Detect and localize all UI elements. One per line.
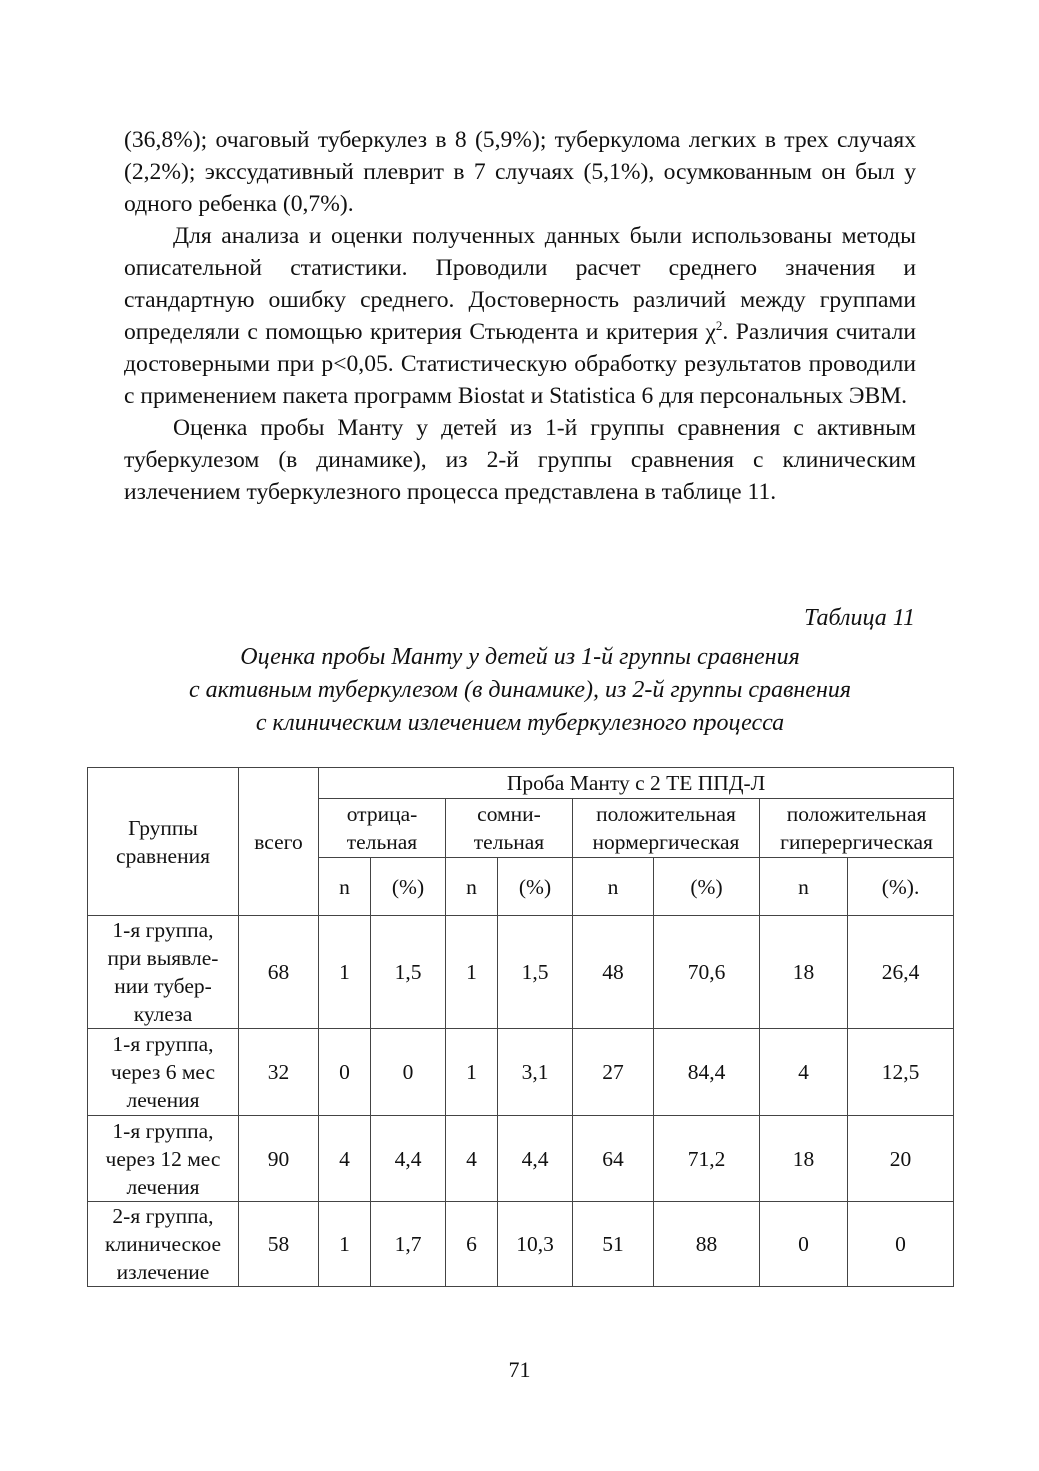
subheader-cell: n: [760, 858, 848, 916]
header-total: всего: [239, 768, 319, 916]
header-category-doubtful: сомни-тельная: [446, 799, 573, 858]
chi-square-superscript: 2: [715, 318, 723, 333]
body-text: [124, 124, 916, 508]
table-row: [88, 1116, 954, 1202]
table-cell: 90: [239, 1116, 319, 1202]
table-cell: 1: [446, 916, 498, 1029]
header-category-negative: отрица-тельная: [319, 799, 446, 858]
table-cell: 64: [573, 1116, 654, 1202]
subheader-cell: (%).: [848, 858, 954, 916]
table-title-line: Оценка пробы Манту у детей из 1-й группы сравнения: [240, 644, 800, 670]
table-row: [88, 1029, 954, 1116]
paragraph-2: [124, 220, 916, 412]
table-cell: 58: [239, 1202, 319, 1287]
table-cell: 32: [239, 1029, 319, 1116]
table-cell: 3,1: [498, 1029, 573, 1116]
table-cell: 6: [446, 1202, 498, 1287]
header-test: Проба Манту с 2 ТЕ ППД-Л: [319, 768, 954, 799]
subheader-cell: (%): [654, 858, 760, 916]
header-category-normergic: положительная нормергическая: [573, 799, 760, 858]
table-cell: 4: [446, 1116, 498, 1202]
subheader-cell: n: [573, 858, 654, 916]
table-cell: 26,4: [848, 916, 954, 1029]
paragraph-2-text-a: Для анализа и оценки полученных данных были использованы методы описательной статистики. Проводили расчет среднего значения и стандартную ошибку среднего. Достоверность различий между группами определяли с помощью критерия Стьюдента и критерия χ: [124, 223, 916, 345]
table-cell: 84,4: [654, 1029, 760, 1116]
subheader-cell: (%): [498, 858, 573, 916]
table-cell: 68: [239, 916, 319, 1029]
subheader-cell: (%): [371, 858, 446, 916]
paragraph-1: (36,8%); очаговый туберкулез в 8 (5,9%); туберкулома легких в трех случаях (2,2%); экссудативный плеврит в 7 случаях (5,1%), осумкованным он был у одного ребенка (0,7%).: [124, 127, 916, 217]
table-cell: 4,4: [371, 1116, 446, 1202]
table-cell: 10,3: [498, 1202, 573, 1287]
table-title-line: с активным туберкулезом (в динамике), из 2-й группы сравнения: [188, 677, 852, 703]
table-title-line: с клиническим излечением туберкулезного процесса: [255, 710, 785, 736]
table-cell: 88: [654, 1202, 760, 1287]
paragraph-2-text-b: . Различия считали достоверными при p<0,05. Статистическую обработку результатов проводили с применением пакета программ Biostat и Statistica 6 для персональных ЭВМ.: [124, 319, 917, 409]
table-cell: 4: [319, 1116, 371, 1202]
subheader-cell: n: [319, 858, 371, 916]
table-cell: 1,7: [371, 1202, 446, 1287]
subheader-cell: n: [446, 858, 498, 916]
table-row: [88, 1202, 954, 1287]
table-cell: 4,4: [498, 1116, 573, 1202]
table-cell: 0: [848, 1202, 954, 1287]
table-cell: 1,5: [371, 916, 446, 1029]
table-cell: 1: [319, 1202, 371, 1287]
table-cell: 0: [371, 1029, 446, 1116]
table-cell: 4: [760, 1029, 848, 1116]
table-cell: 12,5: [848, 1029, 954, 1116]
table-cell: 1,5: [498, 916, 573, 1029]
row-group-label: 1-я группа, через 12 мес лечения: [88, 1116, 239, 1202]
header-category-hyperergic: положительная гиперергическая: [760, 799, 954, 858]
table-cell: 0: [319, 1029, 371, 1116]
table-cell: 20: [848, 1116, 954, 1202]
header-groups: Группы сравнения: [88, 768, 239, 916]
table-cell: 18: [760, 916, 848, 1029]
table-cell: 1: [446, 1029, 498, 1116]
table-cell: 71,2: [654, 1116, 760, 1202]
table-row: [88, 916, 954, 1029]
table-cell: 27: [573, 1029, 654, 1116]
paragraph-3: Оценка пробы Манту у детей из 1-й группы сравнения с активным туберкулезом (в динамике), из 2-й группы сравнения с клиническим излечением туберкулезного процесса представлена в таблице 11.: [124, 415, 916, 505]
table-cell: 0: [760, 1202, 848, 1287]
table-cell: 51: [573, 1202, 654, 1287]
page-number: 71: [508, 1357, 531, 1382]
table-cell: 18: [760, 1116, 848, 1202]
mantoux-results-table: [87, 767, 954, 1287]
table-cell: 70,6: [654, 916, 760, 1029]
table-cell: 48: [573, 916, 654, 1029]
table-label: Таблица 11: [804, 605, 915, 631]
row-group-label: 2-я группа, клиническое излечение: [88, 1202, 239, 1287]
row-group-label: 1-я группа, при выявле-нии тубер-кулеза: [88, 916, 239, 1029]
table-header-row: [88, 768, 954, 799]
table-cell: 1: [319, 916, 371, 1029]
row-group-label: 1-я группа, через 6 мес лечения: [88, 1029, 239, 1116]
table-title: [86, 641, 954, 740]
